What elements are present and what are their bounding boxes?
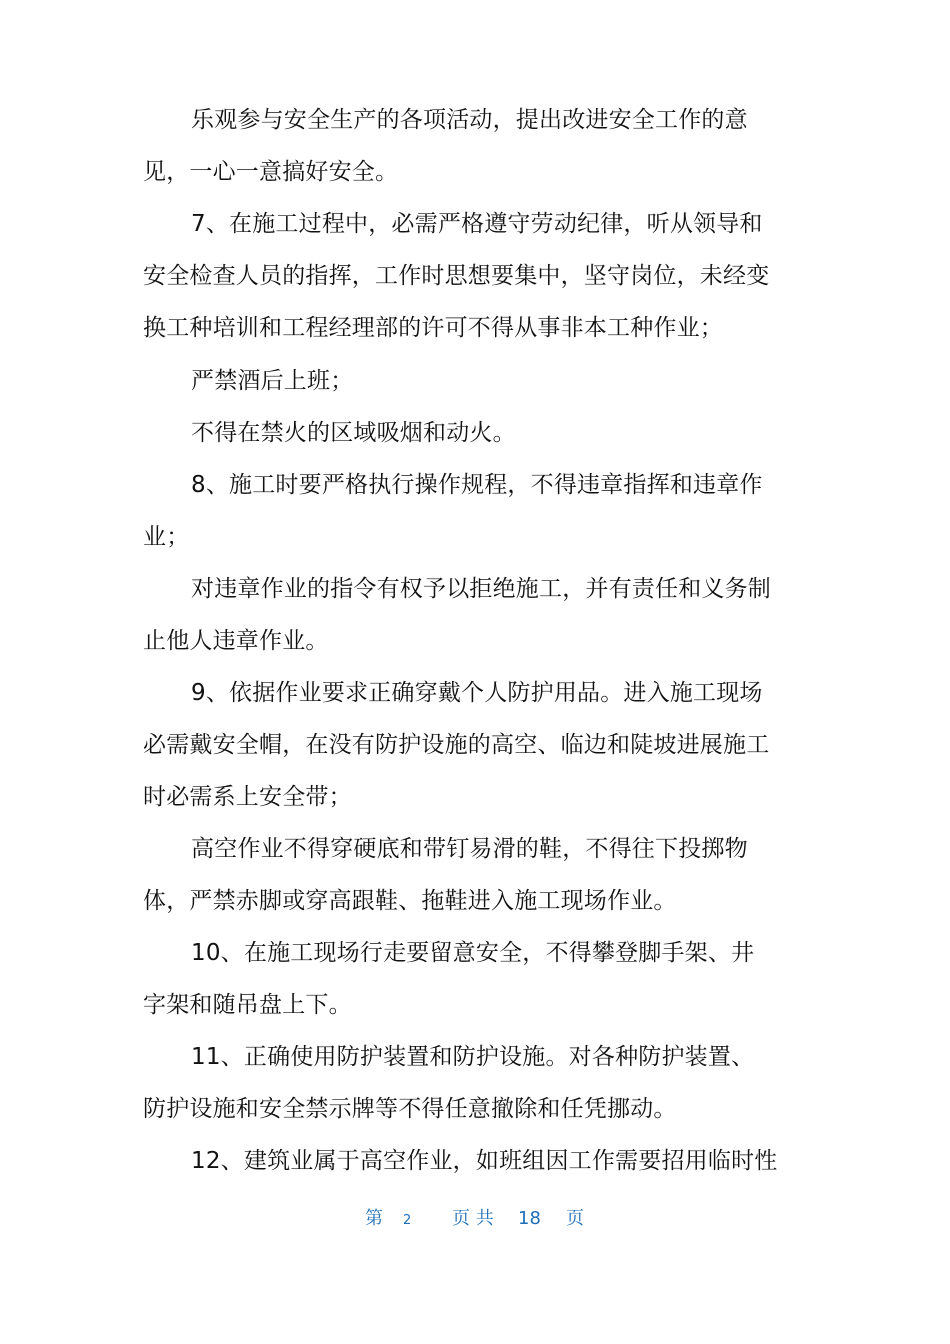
text-line: 12、建筑业属于高空作业，如班组因工作需要招用临时性 <box>191 1148 778 1174</box>
text-line: 业； <box>143 524 190 550</box>
footer-middle: 页 共 <box>452 1208 494 1229</box>
footer-current-page: 2 <box>403 1213 412 1228</box>
text-line: 严禁酒后上班； <box>191 368 354 394</box>
text-line: 体，严禁赤脚或穿高跟鞋、拖鞋进入施工现场作业。 <box>143 888 677 914</box>
text-line: 9、依据作业要求正确穿戴个人防护用品。进入施工现场 <box>191 680 763 706</box>
text-line: 8、施工时要严格执行操作规程，不得违章指挥和违章作 <box>191 472 763 498</box>
text-line: 时必需系上安全带； <box>143 784 352 810</box>
text-line: 11、正确使用防护装置和防护设施。对各种防护装置、 <box>191 1044 755 1070</box>
text-line: 不得在禁火的区域吸烟和动火。 <box>191 420 516 446</box>
text-line: 安全检查人员的指挥，工作时思想要集中，坚守岗位，未经变 <box>143 263 770 289</box>
text-line: 乐观参与安全生产的各项活动，提出改进安全工作的意 <box>191 107 748 133</box>
text-line: 换工种培训和工程经理部的许可不得从事非本工种作业； <box>143 315 723 341</box>
text-line: 必需戴安全帽，在没有防护设施的高空、临边和陡坡进展施工 <box>143 732 770 758</box>
text-line: 10、在施工现场行走要留意安全，不得攀登脚手架、井 <box>191 940 755 966</box>
text-line: 字架和随吊盘上下。 <box>143 992 352 1018</box>
footer-prefix: 第 <box>365 1208 383 1229</box>
text-line: 对违章作业的指令有权予以拒绝施工，并有责任和义务制 <box>191 576 771 602</box>
page-footer <box>0 1206 950 1232</box>
text-line: 止他人违章作业。 <box>143 628 329 654</box>
footer-suffix: 页 <box>566 1208 584 1229</box>
text-line: 见，一心一意搞好安全。 <box>143 159 399 185</box>
footer-total-pages: 18 <box>518 1208 541 1229</box>
text-line: 高空作业不得穿硬底和带钉易滑的鞋，不得往下投掷物 <box>191 836 748 862</box>
text-line: 防护设施和安全禁示牌等不得任意撤除和任凭挪动。 <box>143 1096 677 1122</box>
text-line: 7、在施工过程中，必需严格遵守劳动纪律，听从领导和 <box>191 211 763 237</box>
